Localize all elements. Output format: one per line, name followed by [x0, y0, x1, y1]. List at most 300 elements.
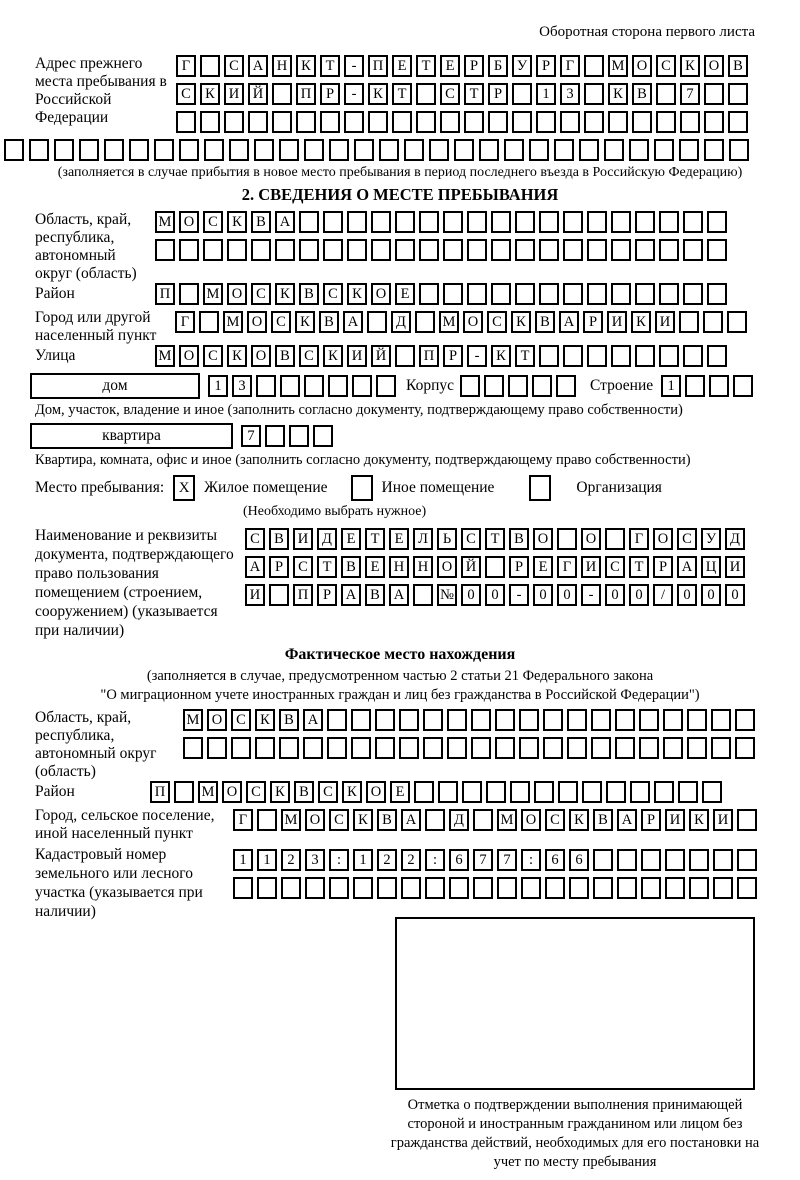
form-char-cell: Е	[395, 283, 415, 305]
korpus-row	[460, 375, 576, 397]
form-char-cell	[521, 877, 541, 899]
form-char-cell: М	[608, 55, 628, 77]
stay-type-option-organization: Организация	[576, 479, 662, 496]
form-char-cell	[313, 425, 333, 447]
region-row-2	[155, 239, 727, 261]
form-char-cell	[179, 283, 199, 305]
form-char-cell	[510, 781, 530, 803]
form-char-cell	[491, 283, 511, 305]
form-char-cell: 7	[497, 849, 517, 871]
form-char-cell: Е	[533, 556, 553, 578]
form-char-cell	[635, 239, 655, 261]
form-char-cell	[4, 139, 24, 161]
form-char-cell: Н	[413, 556, 433, 578]
form-char-cell: Т	[515, 345, 535, 367]
form-char-cell	[304, 139, 324, 161]
form-char-cell	[443, 283, 463, 305]
form-char-cell	[563, 283, 583, 305]
form-char-cell	[155, 239, 175, 261]
form-char-cell: 0	[533, 584, 553, 606]
form-char-cell	[129, 139, 149, 161]
form-char-cell: О	[305, 809, 325, 831]
apartment-note: Квартира, комната, офис и иное (заполнить согласно документу, подтверждающему право собственности)	[35, 452, 691, 468]
form-char-cell: Д	[391, 311, 411, 333]
form-char-cell: Е	[389, 528, 409, 550]
actual-location-note-1: (заполняется в случае, предусмотренном частью 2 статьи 21 Федерального закона	[146, 668, 654, 684]
form-char-cell: А	[341, 584, 361, 606]
form-char-cell: 0	[485, 584, 505, 606]
form-char-cell: К	[569, 809, 589, 831]
form-char-cell: Р	[464, 55, 484, 77]
form-char-cell	[593, 877, 613, 899]
field-cadastral-number	[35, 845, 800, 921]
form-char-cell	[251, 239, 271, 261]
form-char-cell: Й	[371, 345, 391, 367]
form-char-cell: Р	[443, 345, 463, 367]
form-char-cell: К	[689, 809, 709, 831]
form-char-cell	[711, 709, 731, 731]
form-char-cell: Д	[725, 528, 745, 550]
form-char-cell: К	[347, 283, 367, 305]
form-char-cell: Г	[557, 556, 577, 578]
form-char-cell	[438, 781, 458, 803]
form-char-cell	[229, 139, 249, 161]
form-char-cell	[488, 111, 508, 133]
form-char-cell	[512, 111, 532, 133]
form-char-cell	[305, 877, 325, 899]
form-char-cell: М	[183, 709, 203, 731]
field-actual-city	[35, 807, 800, 843]
form-char-cell: -	[467, 345, 487, 367]
form-char-cell: С	[251, 283, 271, 305]
confirmation-stamp-box	[395, 917, 755, 1090]
form-char-cell	[413, 584, 433, 606]
form-char-cell: О	[437, 556, 457, 578]
form-char-cell	[665, 877, 685, 899]
document-row-1	[245, 528, 745, 550]
stay-type-note: (Необходимо выбрать нужное)	[243, 504, 427, 519]
form-char-cell	[269, 584, 289, 606]
cadastral-row-1	[233, 849, 757, 871]
actual-region-label: Область, край, республика, автономный округ (область)	[35, 709, 157, 780]
form-char-cell: В	[509, 528, 529, 550]
form-char-cell: Н	[389, 556, 409, 578]
form-char-cell	[606, 781, 626, 803]
form-char-cell: М	[155, 211, 175, 233]
previous-address-row-4	[4, 139, 800, 161]
form-char-cell: 7	[473, 849, 493, 871]
form-char-cell	[371, 211, 391, 233]
form-char-cell: О	[632, 55, 652, 77]
form-char-cell	[344, 111, 364, 133]
form-char-cell	[735, 709, 755, 731]
form-char-cell	[591, 737, 611, 759]
form-char-cell: М	[198, 781, 218, 803]
form-char-cell: Т	[629, 556, 649, 578]
form-char-cell	[611, 211, 631, 233]
form-char-cell	[630, 781, 650, 803]
form-char-cell	[454, 139, 474, 161]
stay-type-label: Место пребывания:	[35, 479, 165, 496]
form-char-cell	[639, 709, 659, 731]
form-char-cell	[611, 239, 631, 261]
form-char-cell	[419, 211, 439, 233]
form-char-cell	[611, 345, 631, 367]
form-char-cell: М	[203, 283, 223, 305]
form-char-cell	[203, 239, 223, 261]
form-char-cell: С	[329, 809, 349, 831]
form-char-cell: Т	[365, 528, 385, 550]
form-char-cell: Е	[341, 528, 361, 550]
form-char-cell	[174, 781, 194, 803]
form-char-cell	[579, 139, 599, 161]
form-char-cell: С	[176, 83, 196, 105]
form-char-cell: Г	[233, 809, 253, 831]
form-char-cell	[713, 849, 733, 871]
form-char-cell: 0	[725, 584, 745, 606]
form-char-cell: К	[680, 55, 700, 77]
form-char-cell: Н	[272, 55, 292, 77]
form-char-cell	[707, 345, 727, 367]
form-char-cell: С	[203, 345, 223, 367]
form-char-cell: О	[227, 283, 247, 305]
form-char-cell: Г	[560, 55, 580, 77]
form-char-cell	[154, 139, 174, 161]
form-char-cell	[727, 311, 747, 333]
form-char-cell: С	[677, 528, 697, 550]
form-char-cell	[233, 877, 253, 899]
form-char-cell	[471, 737, 491, 759]
form-char-cell: А	[303, 709, 323, 731]
form-char-cell: С	[487, 311, 507, 333]
form-char-cell	[558, 781, 578, 803]
form-char-cell	[584, 83, 604, 105]
document-label: Наименование и реквизиты документа, подтверждающего право пользования помещением (строением, сооружением) (указывается при наличии)	[35, 527, 234, 639]
field-apartment	[30, 423, 800, 449]
form-char-cell	[687, 737, 707, 759]
form-char-cell: К	[368, 83, 388, 105]
form-char-cell: П	[419, 345, 439, 367]
form-char-cell	[656, 83, 676, 105]
form-char-cell: М	[223, 311, 243, 333]
form-char-cell	[304, 375, 324, 397]
form-char-cell: И	[293, 528, 313, 550]
form-char-cell	[536, 111, 556, 133]
form-char-cell	[587, 239, 607, 261]
form-char-cell	[425, 877, 445, 899]
form-char-cell	[680, 111, 700, 133]
form-char-cell: Р	[317, 584, 337, 606]
form-char-cell: С	[440, 83, 460, 105]
form-char-cell: А	[248, 55, 268, 77]
region-label: Область, край, республика, автономный округ (область)	[35, 211, 137, 282]
form-char-cell	[224, 111, 244, 133]
form-char-cell	[556, 375, 576, 397]
form-char-cell	[296, 111, 316, 133]
form-char-cell	[508, 375, 528, 397]
form-char-cell	[567, 737, 587, 759]
form-char-cell	[707, 283, 727, 305]
form-char-cell	[737, 877, 757, 899]
form-char-cell	[200, 55, 220, 77]
form-char-cell	[713, 877, 733, 899]
form-char-cell	[376, 375, 396, 397]
form-char-cell	[515, 211, 535, 233]
form-char-cell: С	[545, 809, 565, 831]
form-char-cell: В	[632, 83, 652, 105]
form-char-cell	[419, 283, 439, 305]
form-char-cell: 1	[353, 849, 373, 871]
form-char-cell	[557, 528, 577, 550]
form-char-cell: :	[521, 849, 541, 871]
previous-address-label: Адрес прежнего места пребывания в Российской Федерации	[35, 55, 167, 126]
form-char-cell: Г	[176, 55, 196, 77]
form-char-cell	[663, 737, 683, 759]
form-char-cell: О	[207, 709, 227, 731]
form-char-cell	[515, 283, 535, 305]
form-char-cell	[29, 139, 49, 161]
form-char-cell: Т	[392, 83, 412, 105]
form-char-cell	[471, 709, 491, 731]
form-char-cell	[689, 849, 709, 871]
form-char-cell	[399, 709, 419, 731]
form-char-cell: К	[491, 345, 511, 367]
form-char-cell	[678, 781, 698, 803]
form-char-cell	[728, 83, 748, 105]
form-char-cell	[641, 849, 661, 871]
form-char-cell	[709, 375, 729, 397]
form-char-cell	[543, 709, 563, 731]
form-char-cell	[375, 709, 395, 731]
city-row	[175, 311, 747, 333]
form-char-cell	[473, 809, 493, 831]
form-char-cell: Д	[317, 528, 337, 550]
house-note: Дом, участок, владение и иное (заполнить согласно документу, подтверждающему право собственности)	[35, 402, 683, 418]
apartment-box: квартира	[30, 423, 233, 449]
form-char-cell	[539, 211, 559, 233]
form-char-cell	[104, 139, 124, 161]
korpus-label: Корпус	[406, 377, 454, 394]
field-right-of-use-document	[35, 526, 800, 640]
form-char-cell: Т	[416, 55, 436, 77]
form-char-cell	[491, 239, 511, 261]
actual-region-row-1	[183, 709, 755, 731]
form-char-cell	[532, 375, 552, 397]
form-char-cell	[615, 737, 635, 759]
form-char-cell	[279, 139, 299, 161]
confirmation-stamp-note: Отметка о подтверждении выполнения принимающей стороной и иностранным гражданином или лицом без гражданства действий, необходимых для его постановки на учет по месту пребывания	[390, 1097, 760, 1170]
form-char-cell	[329, 139, 349, 161]
form-char-cell	[604, 139, 624, 161]
form-char-cell: К	[608, 83, 628, 105]
form-char-cell	[423, 737, 443, 759]
form-char-cell: 7	[241, 425, 261, 447]
form-char-cell: К	[323, 345, 343, 367]
form-char-cell	[519, 709, 539, 731]
form-char-cell: А	[343, 311, 363, 333]
form-char-cell	[447, 709, 467, 731]
form-char-cell: Й	[461, 556, 481, 578]
actual-district-label: Район	[35, 783, 75, 800]
form-char-cell: С	[605, 556, 625, 578]
form-char-cell	[582, 781, 602, 803]
form-char-cell	[728, 111, 748, 133]
actual-district-row	[150, 781, 722, 803]
form-char-cell: К	[227, 345, 247, 367]
form-char-cell: Р	[536, 55, 556, 77]
form-char-cell	[497, 877, 517, 899]
form-char-cell	[368, 111, 388, 133]
form-char-cell	[275, 239, 295, 261]
form-char-cell	[425, 809, 445, 831]
form-char-cell: -	[344, 55, 364, 77]
form-char-cell: А	[677, 556, 697, 578]
page-side-note: Оборотная сторона первого листа	[539, 24, 755, 40]
form-char-cell: М	[497, 809, 517, 831]
form-char-cell	[504, 139, 524, 161]
form-char-cell: 3	[232, 375, 252, 397]
form-char-cell	[591, 709, 611, 731]
form-char-cell: 6	[449, 849, 469, 871]
form-char-cell	[737, 849, 757, 871]
form-char-cell	[423, 709, 443, 731]
form-char-cell	[704, 111, 724, 133]
field-stay-type	[35, 475, 800, 501]
form-char-cell	[351, 709, 371, 731]
form-char-cell	[484, 375, 504, 397]
form-char-cell	[635, 211, 655, 233]
form-char-cell: 2	[401, 849, 421, 871]
form-char-cell	[587, 211, 607, 233]
previous-address-row-3	[176, 111, 748, 133]
city-label: Город или другой населенный пункт	[35, 309, 157, 344]
form-char-cell: О	[704, 55, 724, 77]
stroenie-label: Строение	[590, 377, 654, 394]
form-char-cell	[323, 211, 343, 233]
form-char-cell	[375, 737, 395, 759]
form-char-cell: Ь	[437, 528, 457, 550]
field-actual-district	[35, 781, 800, 803]
form-char-cell	[617, 849, 637, 871]
form-char-cell: М	[439, 311, 459, 333]
form-char-cell	[641, 877, 661, 899]
form-char-cell	[563, 211, 583, 233]
form-char-cell: -	[581, 584, 601, 606]
form-char-cell	[737, 809, 757, 831]
form-char-cell	[635, 283, 655, 305]
form-char-cell: 0	[701, 584, 721, 606]
actual-region-row-2	[183, 737, 755, 759]
form-char-cell	[495, 709, 515, 731]
form-char-cell	[543, 737, 563, 759]
cadastral-label: Кадастровый номер земельного или лесного участка (указывается при наличии)	[35, 846, 203, 920]
stroenie-row	[661, 375, 753, 397]
form-char-cell	[399, 737, 419, 759]
field-street	[35, 345, 800, 367]
actual-location-note-2: "О миграционном учете иностранных граждан и лиц без гражданства в Российской Федерации")	[100, 687, 700, 703]
form-char-cell: Т	[464, 83, 484, 105]
form-char-cell: 0	[461, 584, 481, 606]
form-char-cell: И	[665, 809, 685, 831]
form-char-cell	[534, 781, 554, 803]
form-char-cell	[491, 211, 511, 233]
field-previous-address	[35, 55, 800, 133]
form-char-cell	[587, 283, 607, 305]
form-char-cell	[351, 737, 371, 759]
house-box: дом	[30, 373, 200, 399]
form-char-cell: О	[653, 528, 673, 550]
form-char-cell: -	[344, 83, 364, 105]
district-row	[155, 283, 727, 305]
form-char-cell: К	[295, 311, 315, 333]
form-char-cell: Р	[509, 556, 529, 578]
form-char-cell	[539, 239, 559, 261]
form-char-cell: Р	[269, 556, 289, 578]
form-char-cell: О	[179, 345, 199, 367]
form-char-cell	[464, 111, 484, 133]
form-char-cell: Е	[365, 556, 385, 578]
form-char-cell	[584, 55, 604, 77]
form-char-cell: /	[653, 584, 673, 606]
form-char-cell	[299, 239, 319, 261]
form-char-cell: К	[631, 311, 651, 333]
stay-type-option-residential: Жилое помещение	[204, 479, 328, 496]
form-char-cell	[256, 375, 276, 397]
form-char-cell: В	[365, 584, 385, 606]
form-char-cell: В	[269, 528, 289, 550]
form-char-cell	[371, 239, 391, 261]
form-char-cell	[352, 375, 372, 397]
form-char-cell	[632, 111, 652, 133]
form-char-cell: С	[323, 283, 343, 305]
form-char-cell	[323, 239, 343, 261]
form-char-cell: П	[155, 283, 175, 305]
form-char-cell	[593, 849, 613, 871]
form-char-cell	[404, 139, 424, 161]
form-char-cell	[665, 849, 685, 871]
form-char-cell: В	[377, 809, 397, 831]
form-char-cell: К	[511, 311, 531, 333]
street-label: Улица	[35, 347, 76, 364]
apartment-number-row	[241, 425, 333, 447]
form-char-cell: С	[461, 528, 481, 550]
form-char-cell	[617, 877, 637, 899]
form-char-cell: 0	[605, 584, 625, 606]
stay-type-checkbox-organization	[529, 475, 551, 501]
form-char-cell: С	[203, 211, 223, 233]
form-char-cell	[735, 737, 755, 759]
form-char-cell: И	[581, 556, 601, 578]
form-char-cell	[377, 877, 397, 899]
form-char-cell	[440, 111, 460, 133]
form-char-cell	[663, 709, 683, 731]
form-char-cell: В	[341, 556, 361, 578]
form-char-cell: 6	[569, 849, 589, 871]
form-char-cell	[473, 877, 493, 899]
form-char-cell	[689, 877, 709, 899]
form-char-cell: Р	[488, 83, 508, 105]
form-char-cell: М	[155, 345, 175, 367]
form-char-cell	[659, 239, 679, 261]
form-char-cell: В	[593, 809, 613, 831]
form-char-cell: Т	[317, 556, 337, 578]
form-char-cell: В	[275, 345, 295, 367]
form-char-cell	[486, 781, 506, 803]
form-char-cell	[207, 737, 227, 759]
form-char-cell	[685, 375, 705, 397]
form-char-cell	[679, 139, 699, 161]
form-char-cell	[200, 111, 220, 133]
